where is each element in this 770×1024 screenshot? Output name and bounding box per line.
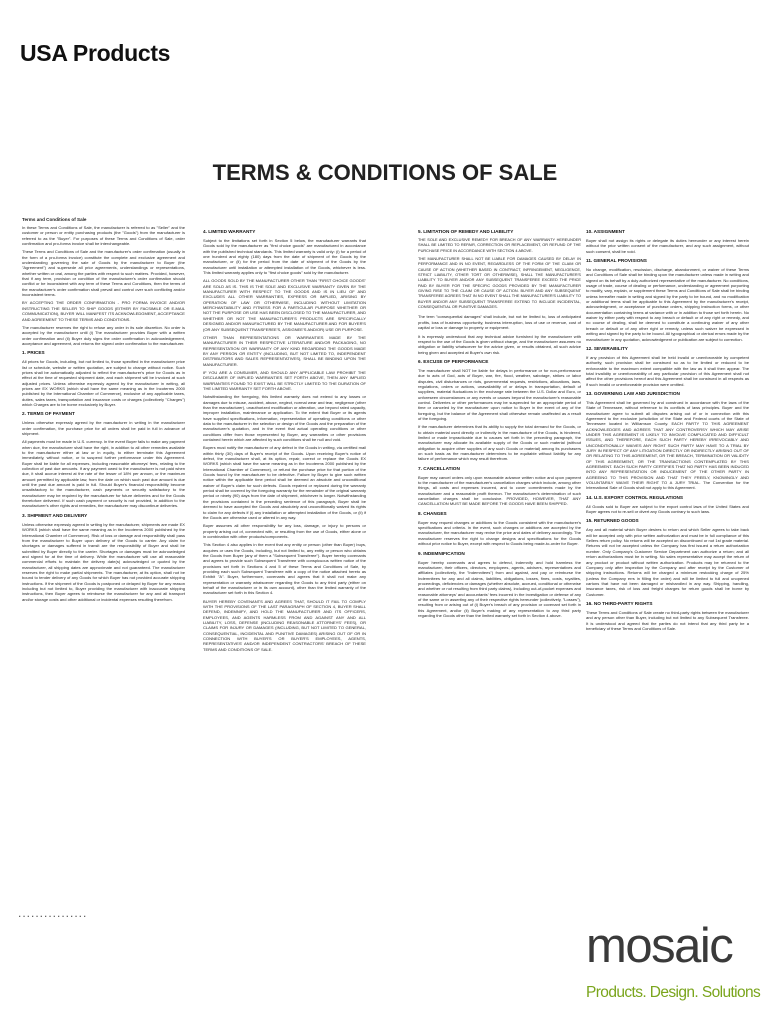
section-paragraph: In these Terms and Conditions of Sale, the manufacturer is referred to as "Seller" and the customer or person or entity purchasing products (the "Goods") from the manufacturer is referred to as the "Buyer". For purposes of these Terms and Conditions of Sale, order confirmation and pro-forma invoice shall be interchangeable. — [22, 225, 185, 247]
section-heading: 8. CHANGES — [418, 510, 447, 516]
terms-section — [418, 551, 581, 619]
section-paragraph: These Terms and Conditions of Sale create no third-party rights between the manufacturer and any person other than Buyer, including but not limited to any Subsequent Transferee. It is understood and agreed that the parties do not intend that any third party be a beneficiary of these Terms and Conditions of Sale. — [586, 609, 749, 631]
section-heading: 16. NO THIRD-PARTY RIGHTS — [586, 600, 653, 606]
terms-section — [22, 350, 185, 407]
section-paragraph: Unless otherwise expressly agreed by the manufacturer in writing in the manufacturer order confirmation, the purchase price for all orders shall be paid in full in advance of shipment. — [22, 420, 185, 436]
section-heading: 11. GENERAL PROVISIONS — [586, 258, 647, 264]
section-heading: 13. GOVERNING LAW AND JURISDICTION — [586, 390, 680, 396]
section-heading: 9. INDEMNIFICATION — [418, 550, 465, 556]
section-paragraph: OTHER THAN REPRESENTATIONS OR WARRANTIES MADE BY THE MANUFACTURER IN THEIR RESPECTIVE LITERATURE AND/OR PACKAGING, NO REPRESENTATION OR WARRANTY OF ANY KIND REGARDING THE GOODS MADE BY ANY PERSON OR ENTITY (INCLUDING, BUT NOT LIMITED TO, INDEPENDENT DISTRIBUTORS AND SALES REPRESENTATIVES), SHALL BE BINDING UPON THE MANUFACTURER. — [203, 334, 366, 367]
section-paragraph: If the manufacturer determines that its ability to supply the total demand for the Goods, or to obtain material used directly or indirectly in the manufacture of the Goods, is hindered, limited or made impracticable due to causes set forth in the preceding paragraph, the manufacturer may allocate its available supply of the Goods or such material (without obligation to acquire other supplies of any such Goods or material) among its purchasers on such basis as the manufacturer determines to be equitable without liability for any failure of performance which may result therefrom. — [418, 424, 581, 462]
terms-section — [418, 511, 581, 547]
section-heading: 5. LIMITATION OF REMEDY AND LIABILITY — [418, 229, 514, 234]
terms-section — [586, 518, 749, 596]
section-paragraph: Notwithstanding the foregoing, this limited warranty does not extend to any losses or damages due to misuse, accident, abuse, neglect, normal wear and tear, negligence (other than the manufacturer), unauthorized modification or alteration, use beyond rated capacity, improper installation, maintenance or application. To the extent that Buyer or its agents have supplied specifications, information, representation of operating conditions or other data to the manufacturer in the selection or design of the Goods and the preparation of the manufacturer's quotation, and in the event that actual operating conditions or other conditions differ from those represented by Buyer, any warranties or other provisions contained herein which are affected by such conditions shall be null and void. — [203, 394, 366, 443]
section-heading: 3. SHIPMENT AND DELIVERY — [22, 512, 88, 518]
terms-section — [418, 359, 581, 462]
section-paragraph: The manufacturer shall NOT be liable for delays in performance or for non-performance due to acts of God, acts of Buyer, war, fire, flood, weather, sabotage, strikes or labor disputes, civil disturbances or riots, governmental requests, restrictions, allocations, laws, regulations, orders or actions, unavailability of or delays in transportation, default of suppliers, material fluctuations in the exchange rate between the U.S. Dollar and Euro, or unforeseen circumstances or any events or causes beyond the manufacturer's reasonable control. Deliveries or other performances may be suspended for an appropriate period of time or canceled by the manufacturer upon notice to Buyer in the event of any of the foregoing, but the balance of the Agreement shall otherwise remain unaffected as a result of the foregoing. — [418, 367, 581, 421]
section-paragraph: Unless otherwise expressly agreed in writing by the manufacturer, shipments are made EX WORKS (which shall have the same meaning as in the Incoterms 2000 published by the International Chamber of Commerce). Risk of loss or damage and responsibility shall pass from the manufacturer to Buyer upon delivery of the Goods to carrier. Any claim for shortages or damages suffered in transit are the responsibility of Buyer and shall be submitted by Buyer directly to the carrier. Shortages or damages must be acknowledged and signed for at the time of delivery. While the manufacturer will use all reasonable commercial efforts to maintain the delivery date(s) acknowledged or quoted by the manufacturer, all shipping dates are approximate and not guaranteed. The manufacturer reserves the right to make partial shipments. The manufacturer, at its option, shall not be bound to tender delivery of any Goods for which Buyer has not provided accurate shipping instructions. If the shipment of the Goods is postponed or delayed by Buyer for any reason including but not limited to, Buyer providing the manufacturer with inaccurate shipping instructions, then Buyer agrees to reimburse the manufacturer for any and all transport and/or storage costs and other additional or incidental expenses resulting therefrom. — [22, 521, 185, 602]
terms-section — [586, 495, 749, 515]
main-heading: TERMS & CONDITIONS OF SALE — [212, 160, 558, 185]
section-paragraph: THE MANUFACTURER SHALL NOT BE LIABLE FOR DAMAGES CAUSED BY DELAY IN PERFORMANCE AND IN NO EVENT, REGARDLESS OF THE FORM OF THE CLAIM OR CAUSE OF ACTION (WHETHER BASED IN CONTRACT, INFRINGEMENT, NEGLIGENCE, STRICT LIABILITY, OTHER TORT OR OTHERWISE), SHALL THE MANUFACTURER'S LIABILITY TO BUYER AND/OR ANY SUBSEQUENT TRANSFEREE EXCEED THE PRICE PAID BY BUYER FOR THE SPECIFIC GOODS PROVIDED BY THE MANUFACTURER GIVING RISE TO THE CLAIM OR CAUSE OF ACTION. BUYER AND ANY SUBSEQUENT TRANSFEREE AGREES THAT IN NO EVENT SHALL THE MANUFACTURER'S LIABILITY TO BUYER AND/OR ANY SUBSEQUENT TRANSFEREE EXTEND TO INCLUDE INCIDENTAL, CONSEQUENTIAL OR PUNITIVE DAMAGES. — [418, 257, 581, 310]
section-paragraph: If any provision of this Agreement shall be held invalid or unenforceable by competent authority, such provision shall be construed so as to be limited or reduced to be enforceable to the maximum extent compatible with the law as it shall then appear. The total invalidity or unenforceability of any particular provision of this Agreement shall not affect the other provisions hereof and this Agreement shall be construed in all respects as if such invalid or unenforceable provision were omitted. — [586, 354, 749, 387]
section-paragraph: BUYER HEREBY COVENANTS AND AGREES THAT, SHOULD IT FAIL TO COMPLY WITH THE PROVISIONS OF THE LAST PARAGRAPH OF SECTION 4, BUYER SHALL DEFEND, INDEMNIFY, AND HOLD THE MANUFACTURER AND ITS OFFICERS, EMPLOYEES, AND AGENTS HARMLESS FROM AND AGAINST ANY AND ALL LIABILITY, LOSS, DEFENSE (INCLUDING REASONABLE ATTORNEYS' FEES), OR CLAIMS FOR INJURY OR DAMAGES (INCLUDING, BUT NOT LIMITED TO GENERAL, CONSEQUENTIAL, INCIDENTAL AND PUNITIVE DAMAGES) ARISING OUT OF OR IN CONNECTION WITH BUYER'S OR BUYER'S EMPLOYEES, AGENTS, REPRESENTATIVES' AND/OR INDEPENDENT CONTRACTORS' BREACH OF THESE TERMS AND CONDITIONS OF SALE. — [203, 598, 366, 652]
section-paragraph: IF YOU ARE A CONSUMER, AND SHOULD ANY APPLICABLE LAW PROHIBIT THE DISCLAIMER OF IMPLIED WARRANTIES SET FORTH ABOVE, THEN ANY IMPLIED WARRANTIES FOUND TO EXIST WILL BE STRICTLY LIMITED TO THE DURATION OF THE LIMITED WARRANTY SET FORTH ABOVE. — [203, 369, 366, 391]
page-title: USA Products — [20, 40, 171, 66]
section-heading: 1. PRICES — [22, 350, 45, 356]
section-heading: 2. TERMS OF PAYMENT — [22, 411, 75, 417]
section-paragraph: It is expressly understood that any technical advice furnished by the manufacturer with respect to the use of the Goods is given without charge, and the manufacturer assumes no obligation or liability whatsoever for the advice given, or results obtained, all such advice being given and accepted at Buyer's own risk. — [418, 333, 581, 355]
terms-section — [22, 513, 185, 602]
terms-column-2 — [203, 225, 366, 855]
terms-section — [418, 466, 581, 507]
section-heading: 7. CANCELLATION — [418, 465, 460, 471]
section-paragraph: All Goods sold to Buyer are subject to the export control laws of the United States and Buyer agrees not to re-sell or divert any Goods contrary to such laws. — [586, 503, 749, 515]
section-heading: 12. SEVERABILITY — [586, 345, 628, 351]
section-paragraph: Buyer may cancel orders only upon reasonable advance written notice and upon payment to the manufacturer of the manufacturer's cancellation charges which include, among other things, all costs and expenses incurred, and to cover commitments made by the manufacturer and a reasonable profit thereon. The manufacturer's determination of such cancellation charges shall be conclusive. PROVIDED, HOWEVER, THAT ANY CANCELLATION MUST BE MADE BEFORE THE GOODS HAVE BEEN SHIPPED. — [418, 474, 581, 507]
terms-section — [22, 225, 185, 346]
section-paragraph: Buyers must notify the manufacturer of any defect in the Goods in writing, via certified mail within thirty (30) days of Buyer's receipt of the Goods. Upon receiving Buyer's notice of defect, the manufacturer shall, at its option, repair, correct or replace the Goods EX WORKS (which shall have the same meaning as in the Incoterms 2000 published by the International Chamber of Commerce), or refund the purchase price for that portion of the Goods found by the manufacturer to be defective. Failure by Buyer to give such written notice within the applicable time period shall be deemed an absolute and unconditional waiver of Buyer's claim for such defects. Goods repaired or replaced during the warranty period shall be covered by the foregoing warranty for the remainder of the original warranty period or ninety (90) days from the date of shipment, whichever is longer. Notwithstanding the provisions contained in the preceding sentence of this paragraph, Buyer shall be deemed to have accepted the Goods and absolutely and unconditionally waived its rights to claim for any defects if (i) any installation or attempted installation of the Goods, or (ii) if the Goods are otherwise used or altered in any way. — [203, 445, 366, 520]
terms-section — [22, 411, 185, 509]
section-heading: 6. EXCUSE OF PERFORMANCE — [418, 358, 489, 364]
document-subtitle: Terms and Conditions of Sale — [22, 217, 87, 222]
terms-column-3 — [418, 225, 581, 785]
section-paragraph: Buyer may request changes or additions to the Goods consistent with the manufacturer's specifications and criteria. In the event, such changes or additions are accepted by the manufacturer, the manufacturer may revise the price and dates of delivery accordingly. The manufacturer reserves the right to change designs and specifications for the Goods without prior notice to Buyer, except with respect to Goods being made-to-order for Buyer. — [418, 519, 581, 547]
terms-section — [586, 229, 749, 254]
mosaic-logo — [586, 918, 761, 1008]
section-paragraph: Buyer shall not assign its rights or delegate its duties hereunder or any interest herein without the prior written consent of the manufacturer, and any such assignment, without such consent, shall be void. — [586, 238, 749, 254]
terms-section — [586, 601, 749, 631]
section-paragraph: THE SOLE AND EXCLUSIVE REMEDY FOR BREACH OF ANY WARRANTY HEREUNDER SHALL BE LIMITED TO REPAIR, CORRECTION OR REPLACEMENT, OR REFUND OF THE PURCHASE PRICE IN ACCORDANCE WITH SECTION 4 ABOVE. — [418, 238, 581, 253]
section-paragraph: Buyer hereby covenants and agrees to defend, indemnify and hold harmless the manufacturer, their officers, directors, employees, agents, advisers, representatives and affiliates (collectively, the "Indemnitees") from and against, and pay or reimburse the Indemnitees for any and all claims, liabilities, obligations, losses, fines, costs, royalties, proceedings, deficiencies or damages (whether absolute, accrued, conditional or otherwise and whether or not resulting from third party claims), including out-of-pocket expenses and reasonable attorneys' and accountants' fees incurred in the investigation or defense of any of the same or in asserting any of their respective rights hereunder (collectively, "Losses"), resulting from or arising out of (i) Buyer's breach of any provision or covenant set forth in this Agreement, and/or (ii) Buyer's making of any representation to any third party regarding the Goods other than the limited warranty set forth in Section 4 above. — [418, 559, 581, 618]
section-paragraph: All prices for Goods, including, but not limited to, those specified in the manufacturer price list or schedule, website or written quotation, are subject to change without notice. Such prices shall be automatically adjusted to reflect the manufacturer's price for Goods as in effect at the time of requested shipment date, and each shipment will be invoiced at such adjusted prices. Unless otherwise expressly agreed by the manufacturer in writing, all prices are EX WORKS (which shall have the same meaning as in the Incoterms 2000 published by the International Chamber of Commerce), exclusive of any applicable taxes, duties, sales taxes, transportation and insurance costs or charges (collectively "Charges") which Charges are to be borne exclusively by Buyer. — [22, 359, 185, 407]
section-paragraph: This Section 4 also applies in the event that any entity or person (other than Buyer) buys, acquires or uses the Goods, including, but not limited to, any entity or person who obtains the Goods from Buyer (any of them a "Subsequent Transferee"). Buyer hereby covenants and agrees to provide such Subsequent Transferee with conspicuous written notice of the provisions set forth in Sections 4 and 5 of these Terms and Conditions of Sale, by providing each such Subsequent Transferee with a copy of the notice attached hereto as Exhibit "A". Buyer, furthermore, covenants and agrees that it shall not make any representation or warranty whatsoever regarding the Goods to any third party (either on behalf of the manufacturer or in its own account), other than the limited warranty of the manufacturer set forth in this Section 4. — [203, 542, 366, 596]
section-paragraph: Subject to the limitations set forth in Section 5 below, the manufacturer warrants that Goods sold by the manufacturer as "first choice goods" are manufactured in accordance with the published technical standards. This limited warranty is valid only: (i) for a period of one hundred and eighty (180) days from the date of shipment of the Goods by the manufacturer, or (ii) for the period from the date of shipment of the Goods by the manufacturer until installation or attempted installation of the Goods, whichever is less. This limited warranty applies only to "first choice goods" sold by the manufacturer. — [203, 238, 366, 276]
footer-dots: ................ — [18, 906, 88, 920]
terms-section — [203, 229, 366, 652]
section-paragraph: This Agreement shall be governed by and construed in accordance with the laws of the State of Tennessee, without reference to its conflicts of laws principles. Buyer and the manufacturer agree to submit all disputes arising out of or in connection with this Agreement to the exclusive jurisdiction of the State and Federal courts of the State of Tennessee located in Williamson County. EACH PARTY TO THIS AGREEMENT ACKNOWLEDGES AND AGREES THAT ANY CONTROVERSY WHICH MAY ARISE UNDER THIS AGREEMENT IS LIKELY TO INVOLVE COMPLICATED AND DIFFICULT ISSUES, AND THEREFORE, EACH SUCH PARTY HEREBY IRREVOCABLY AND UNCONDITIONALLY WAIVES ANY RIGHT SUCH PARTY MAY HAVE TO A TRIAL BY JURY IN RESPECT OF ANY LITIGATION DIRECTLY OR INDIRECTLY ARISING OUT OF OR RELATING TO THIS AGREEMENT, OR THE BREACH, TERMINATION OR VALIDITY OF THIS AGREEMENT, OR THE TRANSACTIONS CONTEMPLATED BY THIS AGREEMENT. EACH SUCH PARTY CERTIFIES THAT NO PARTY HAS BEEN INDUCED INTO ANY REPRESENTATION OR INDUCEMENT OF THE OTHER PARTY IN AGREEING TO THIS PROVISION AND THAT THEY FREELY, KNOWINGLY AND VOLUNTARILY WAIVE THEIR RIGHT TO A JURY TRIAL. The Convention for the International Sale of Goods shall not apply to this Agreement. — [586, 399, 749, 491]
logo-tagline: Products. Design. Solutions — [586, 984, 761, 1001]
section-heading: 14. U.S. EXPORT CONTROL REGULATIONS — [586, 494, 683, 500]
terms-section — [586, 391, 749, 491]
section-paragraph: All payments must be made in U.S. currency. In the event Buyer fails to make any payment when due, the manufacturer shall have the right, in addition to all other remedies available to the manufacturer either at law or in equity, to either terminate this Agreement immediately, without notice, or to suspend further performance under this Agreement. Buyer shall be liable for all expenses, including reasonable attorneys' fees, relating to the collection of past due amounts. If any payment owed to the manufacturer is not paid when due, it shall accrue interest at the rate of the lesser of 18% per annum, or the maximum amount permitted by applicable law, from the date on which such past due amount is due until the past due amount is paid in full. Should Buyer's financial responsibility become unsatisfactory to the manufacturer, cash payments or security satisfactory to the manufacturer may be required by the manufacturer for future deliveries and for the Goods theretofore delivered. If such cash payment or security is not provided, in addition to the manufacturer's other rights and remedies, the manufacturer may discontinue deliveries. — [22, 439, 185, 509]
terms-section — [586, 258, 749, 342]
section-paragraph: The term "consequential damages" shall include, but not be limited to, loss of anticipated profits, loss of business opportunity, business interruption, loss of use or revenue, cost of capital or loss or damage to property or equipment. — [418, 314, 581, 331]
section-paragraph: Any and all material which Buyer desires to return and which Seller agrees to take back will be accepted only with prior written authorization and must be in full compliance of this Sellers return policy. No returns will be accepted on discontinued or not 1st grade material. Returns will not be accepted unless the Company has first issued a return authorization number. Only Company's Customer Service Department can authorize a return; and all return authorizations must be in writing. No sales representative may accept the return of any product or product without written authorization. Products may be returned to the Company only after inspection by the Company and after receipt by the Customer of shipping instructions. Returns will be charged a minimum restocking charge of 25% (unless the Company errs in filling the order) and will be limited to full and unopened cartons that have not been damaged or mishandled in any way. Shipping, handling, insurance taxes, risk of loss and freight charges for return goods shall be borne by Customer. — [586, 527, 749, 597]
section-heading: 15. RETURNED GOODS — [586, 518, 639, 524]
section-paragraph: The manufacturer reserves the right to refuse any order in its sole discretion. No order is accepted by the manufacturer until (i) The manufacturer provides Buyer with a written order confirmation and (ii) Buyer duly signs the order confirmation in acknowledgement, acceptance and agreement, and returns the signed order confirmation to the manufacturer. — [22, 324, 185, 346]
terms-section — [418, 314, 581, 354]
section-paragraph: No change, modification, rescission, discharge, abandonment, or waiver of these Terms and Conditions of Sale shall be binding upon the manufacturer unless made in writing and signed on its behalf by a duly authorized representative of the manufacturer. No conditions, usage of trade, course of dealing or performance, understanding or agreement purporting to modify, vary, explain, or supplement these Terms and Conditions of Sale shall be binding unless hereafter made in writing and signed by the party to be bound, and no modification or additional terms shall be applicable to this Agreement by the manufacturer's receipt, acknowledgment, or acceptance of purchase orders, shipping instruction forms, or other documentation containing terms at variance with or in addition to those set forth herein. No waiver by either party with respect to any breach or default or of any right or remedy, and no course of dealing, shall be deemed to constitute a continuing waiver of any other breach or default or of any other right or remedy, unless such waiver be expressed in writing and signed by the party to be bound. All typographical or clerical errors made by the manufacturer in any quotation, acknowledgment or publication are subject to correction. — [586, 267, 749, 342]
section-heading: 4. LIMITED WARRANTY — [203, 229, 256, 234]
terms-column-1 — [22, 225, 185, 695]
section-paragraph: These Terms and Conditions of Sale and the manufacturer's order confirmation (usually in the form of a pro-forma invoice) constitute the complete and exclusive agreement and understanding governing the sale of Goods by the manufacturer to Buyer (the "Agreement") and supersede all prior agreements, understandings or representations, whether written or oral, among the parties with respect to such matters. Provided, however, that if any term, provision or condition of the manufacturer's order confirmation should conflict or be inconsistent with any term of these Terms and Conditions, then the terms of the manufacturer's order confirmation shall prevail and control over such conflicting and/or inconsistent terms. — [22, 249, 185, 298]
terms-section — [586, 346, 749, 387]
section-paragraph: Buyer assumes all other responsibility for any loss, damage, or injury to persons or property arising out of, connected with, or resulting from the use of Goods, either alone or in combination with other products/components. — [203, 523, 366, 539]
logo-wordmark: mosaic — [586, 919, 733, 973]
terms-section — [418, 229, 581, 310]
section-paragraph: ALL GOODS SOLD BY THE MANUFACTURER OTHER THAN "FIRST CHOICE GOODS" ARE SOLD AS IS. THIS IS THE SOLE AND EXCLUSIVE WARRANTY GIVEN BY THE MANUFACTURER WITH RESPECT TO THE GOODS AND IS IN LIEU OF AND EXCLUDES ALL OTHER WARRANTIES, EXPRESS OR IMPLIED, ARISING BY OPERATION OF LAW OR OTHERWISE, INCLUDING WITHOUT LIMITATION MERCHANTABILITY AND FITNESS FOR A PARTICULAR PURPOSE WHETHER OR NOT THE PURPOSE OR USE HAS BEEN DISCLOSED TO THE MANUFACTURER, AND WHETHER OR NOT THE MANUFACTURER'S PRODUCTS ARE SPECIFICALLY DESIGNED AND/OR MANUFACTURED BY THE MANUFACTURER AND FOR BUYER'S (OR ANY SUBSEQUENT TRANSFEREE'S, ASSIGNEE'S AND/OR) USE OR PURPOSE. — [203, 278, 366, 332]
section-heading: 10. ASSIGNMENT — [586, 229, 625, 234]
terms-column-4 — [586, 225, 749, 835]
section-paragraph: BY ACCEPTING THE ORDER CONFIRMATION - PRO FORMA INVOICE AND/OR INSTRUCTING THE SELLER TO SHIP GOODS (EITHER BY FACSIMILE OR E-MAIL COMMUNICATION), BUYER WILL MANIFEST ITS ACKNOWLEDGMENT, ACCEPTANCE AND AGREEMENT TO THESE TERMS AND CONDITIONS. — [22, 300, 185, 322]
